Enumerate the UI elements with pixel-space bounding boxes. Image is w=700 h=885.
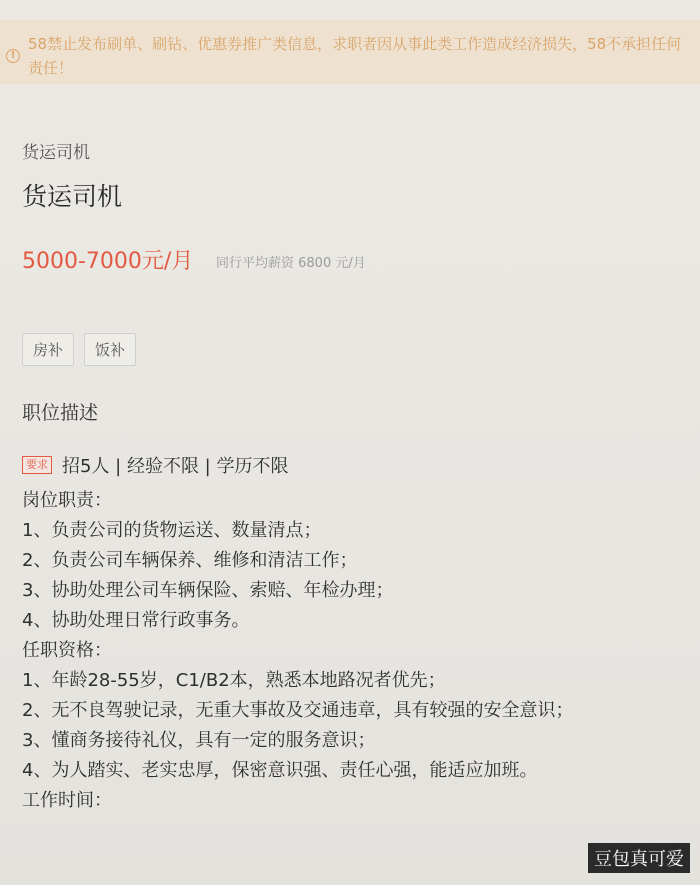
- salary: 5000-7000元/月: [22, 249, 194, 274]
- benefit-tags: [22, 333, 136, 366]
- tag-housing-allowance: 房补: [22, 333, 74, 366]
- section-title-description: 职位描述: [22, 402, 99, 424]
- description-line: 工作时间：: [22, 790, 112, 811]
- description-line: 2、无不良驾驶记录，无重大事故及交通违章，具有较强的安全意识；: [22, 700, 574, 721]
- description-line: 4、为人踏实、老实忠厚，保密意识强、责任心强，能适应加班。: [22, 760, 538, 781]
- description-line: 4、协助处理日常行政事务。: [22, 610, 250, 631]
- info-circle-icon: !: [6, 49, 20, 63]
- job-category: 货运司机: [22, 143, 90, 163]
- description-body: [22, 486, 682, 816]
- notice-text: 58禁止发布刷单、刷钻、优惠券推广类信息，求职者因从事此类工作造成经济损失，58不承担任何责任！: [28, 35, 682, 77]
- description-line: 1、年龄28-55岁，C1/B2本，熟悉本地路况者优先；: [22, 670, 446, 691]
- description-line: 任职资格：: [22, 640, 112, 661]
- notice-banner: [0, 20, 700, 84]
- job-title: 货运司机: [22, 182, 123, 211]
- description-line: 2、负责公司车辆保养、维修和清洁工作；: [22, 550, 358, 571]
- average-salary: 同行平均薪资 6800 元/月: [216, 256, 366, 271]
- requirement-row: [22, 452, 288, 478]
- watermark: 豆包真可爱: [588, 843, 690, 873]
- description-line: 岗位职责：: [22, 490, 112, 511]
- description-line: 3、协助处理公司车辆保险、索赔、年检办理；: [22, 580, 394, 601]
- requirement-badge: 要求: [22, 456, 52, 474]
- requirement-text: 招5人 | 经验不限 | 学历不限: [62, 456, 289, 477]
- description-line: 3、懂商务接待礼仪，具有一定的服务意识；: [22, 730, 376, 751]
- tag-meal-allowance: 饭补: [84, 333, 136, 366]
- description-line: 1、负责公司的货物运送、数量清点；: [22, 520, 322, 541]
